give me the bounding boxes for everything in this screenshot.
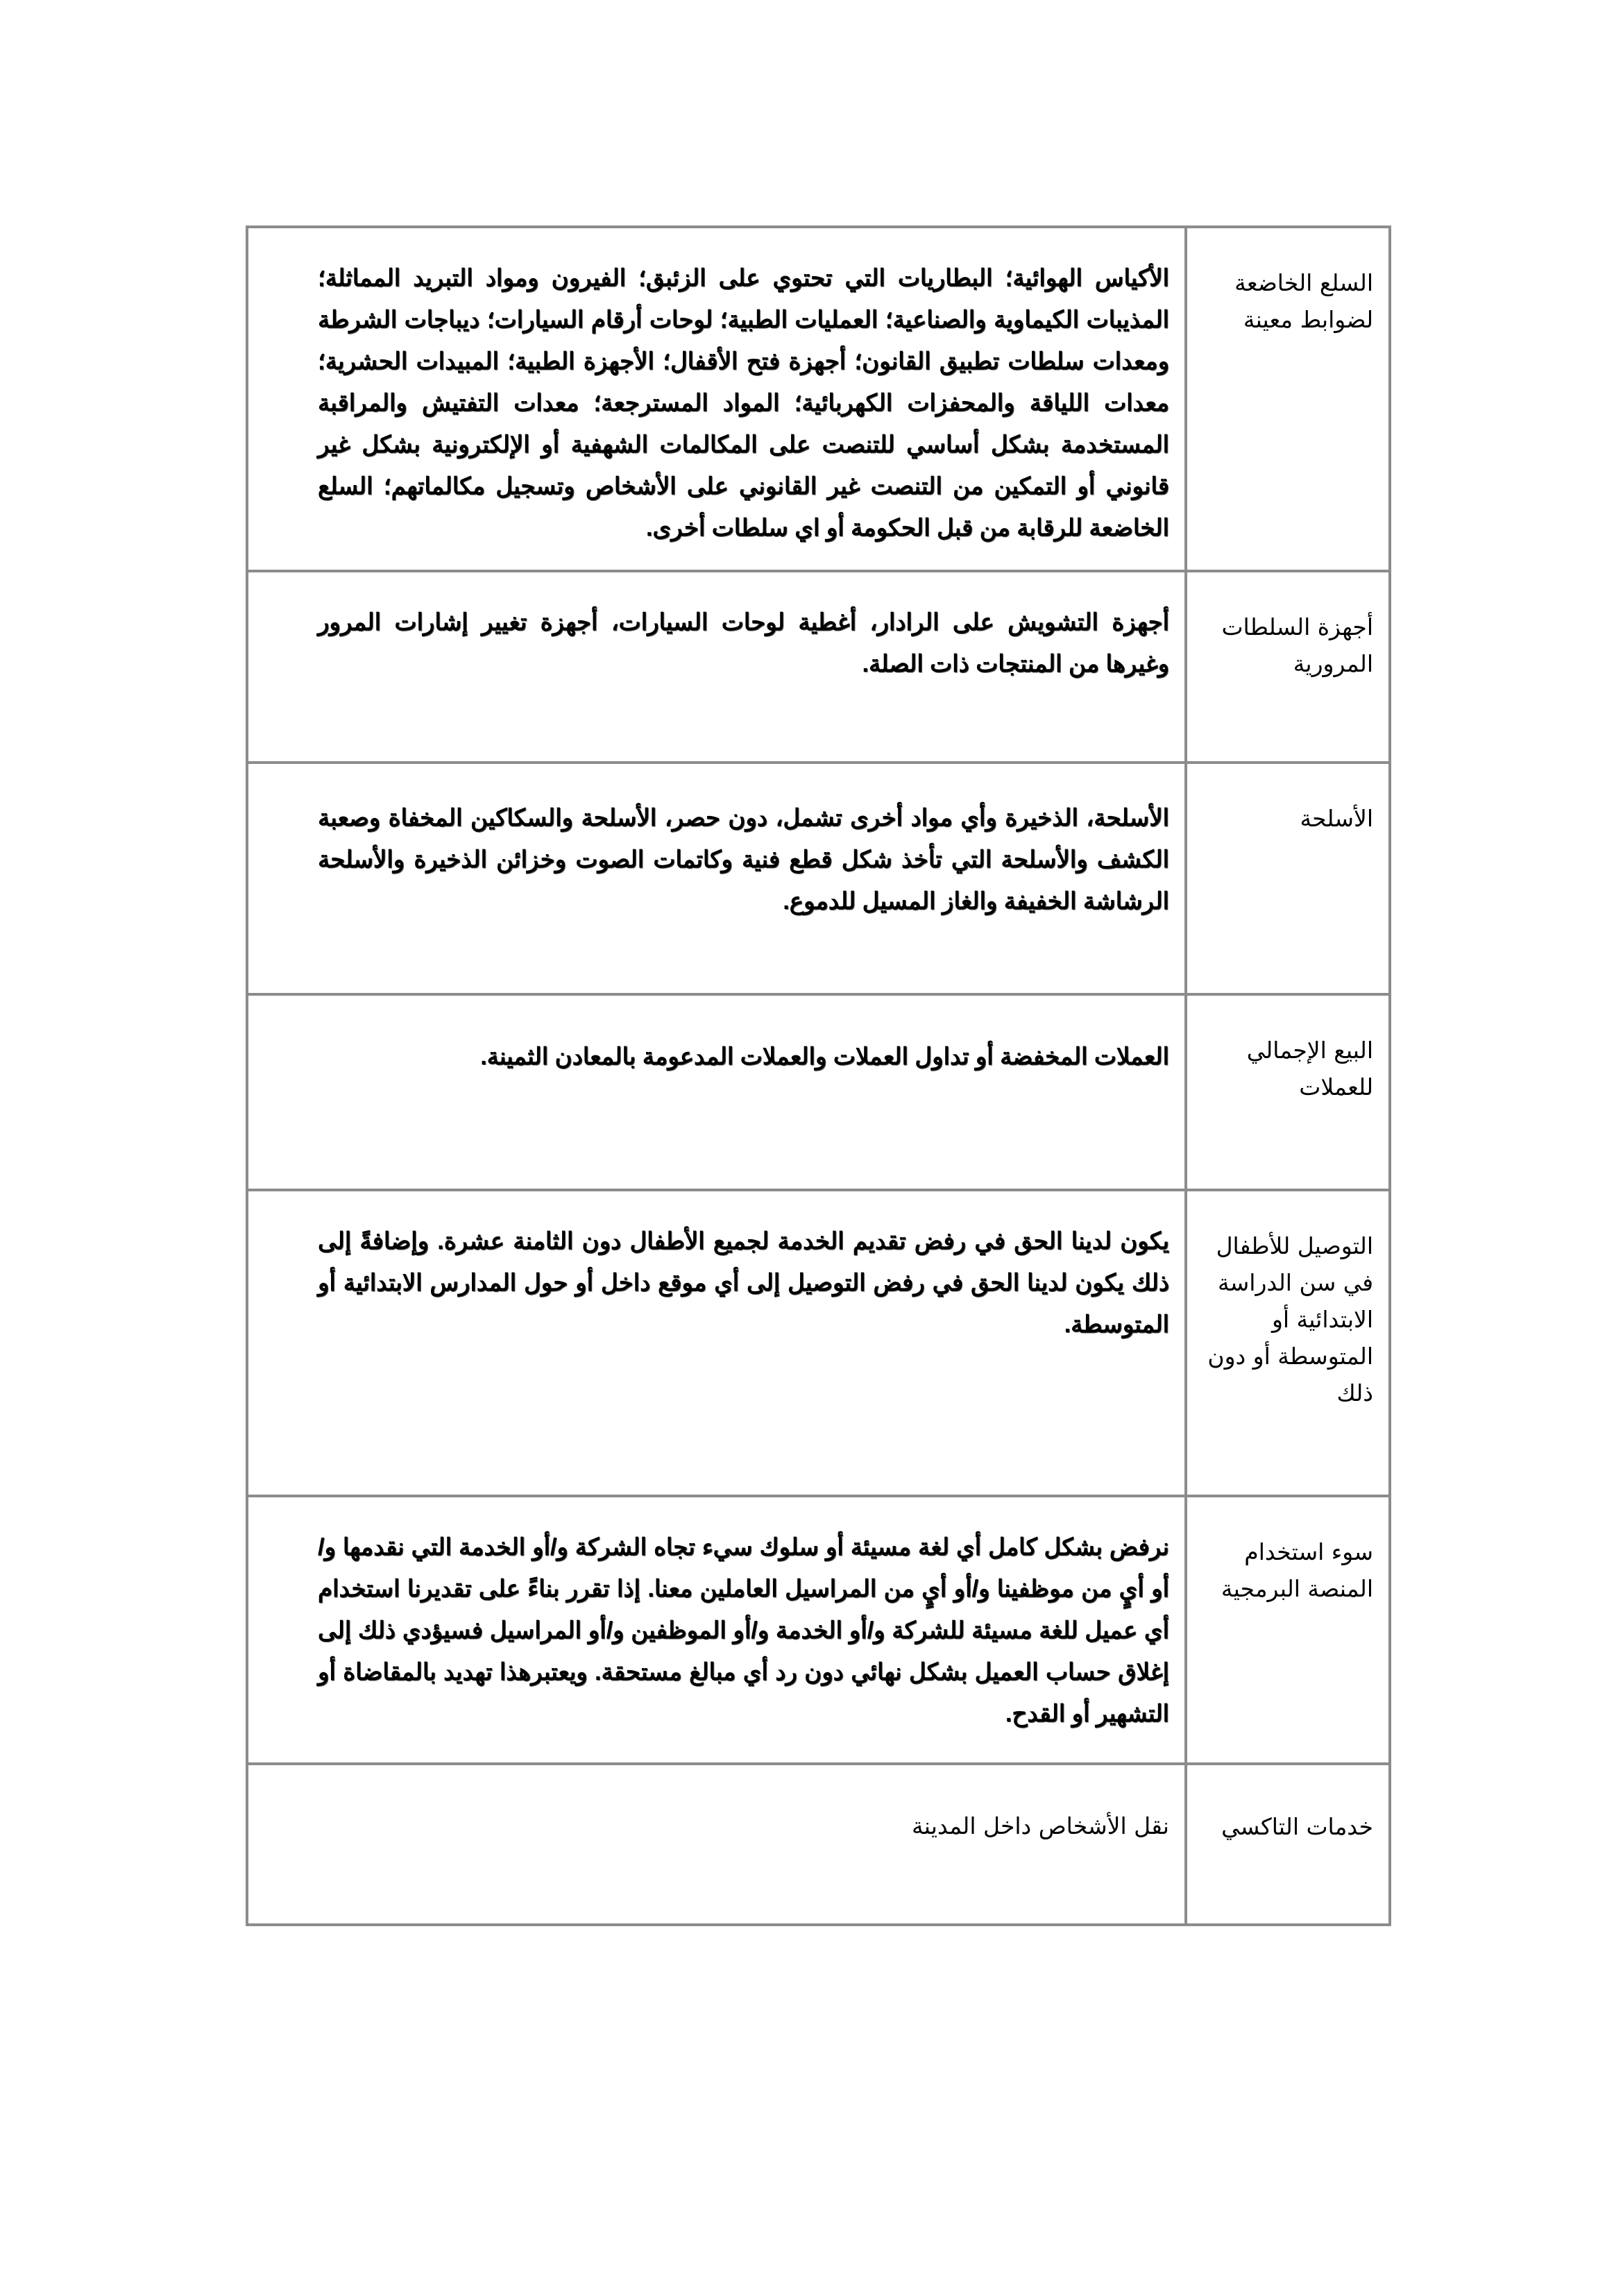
category-cell: أجهزة السلطات المرورية: [1186, 571, 1390, 763]
description-cell: الأسلحة، الذخيرة وأي مواد أخرى تشمل، دون حصر، الأسلحة والسكاكين المخفاة وصعبة الكشف والأسلحة التي تأخذ شكل قطع فنية وكاتمات الصوت وخزائن الذخيرة والأسلحة الرشاشة الخفيفة والغاز المسيل للدموع.: [247, 763, 1186, 994]
description-cell: نرفض بشكل كامل أي لغة مسيئة أو سلوك سيء تجاه الشركة و/أو الخدمة التي نقدمها و/أو أيٍ من موظفينا و/أو أيٍ من المراسيل العاملين معنا. إذا تقرر بناءً على تقديرنا استخدام أي عميل للغة مسيئة للشركة و/أو الخدمة و/أو الموظفين و/أو المراسيل فسيؤدي ذلك إلى إغلاق حساب العميل بشكل نهائي دون رد أي مبالغ مستحقة. ويعتبرهذا تهديد بالمقاضاة أو التشهير أو القدح.: [247, 1496, 1186, 1764]
table-row: [247, 1190, 1390, 1496]
description-cell: أجهزة التشويش على الرادار، أغطية لوحات السيارات، أجهزة تغيير إشارات المرور وغيرها من المنتجات ذات الصلة.: [247, 571, 1186, 763]
description-cell: نقل الأشخاص داخل المدينة: [247, 1764, 1186, 1925]
restricted-items-table: [246, 226, 1391, 1926]
category-cell: البيع الإجمالي للعملات: [1186, 994, 1390, 1190]
table-row: [247, 1496, 1390, 1764]
description-cell: يكون لدينا الحق في رفض تقديم الخدمة لجميع الأطفال دون الثامنة عشرة. وإضافةً إلى ذلك يكون لدينا الحق في رفض التوصيل إلى أي موقع داخل أو حول المدارس الابتدائية أو المتوسطة.: [247, 1190, 1186, 1496]
table-row: [247, 1764, 1390, 1925]
category-cell: خدمات التاكسي: [1186, 1764, 1390, 1925]
table-row: [247, 571, 1390, 763]
description-cell: الأكياس الهوائية؛ البطاريات التي تحتوي على الزئبق؛ الفيرون ومواد التبريد المماثلة؛ المذيبات الكيماوية والصناعية؛ العمليات الطبية؛ لوحات أرقام السيارات؛ ديباجات الشرطة ومعدات سلطات تطبيق القانون؛ أجهزة فتح الأقفال؛ الأجهزة الطبية؛ المبيدات الحشرية؛ معدات اللياقة والمحفزات الكهربائية؛ المواد المسترجعة؛ معدات التفتيش والمراقبة المستخدمة بشكل أساسي للتنصت على المكالمات الشهفية أو الإلكترونية بشكل غير قانوني أو التمكين من التنصت غير القانوني على الأشخاص وتسجيل مكالماتهم؛ السلع الخاضعة للرقابة من قبل الحكومة أو اي سلطات أخرى.: [247, 227, 1186, 571]
table-row: [247, 763, 1390, 994]
category-cell: التوصيل للأطفال في سن الدراسة الابتدائية أو المتوسطة أو دون ذلك: [1186, 1190, 1390, 1496]
table-row: [247, 227, 1390, 571]
category-cell: السلع الخاضعة لضوابط معينة: [1186, 227, 1390, 571]
category-cell: سوء استخدام المنصة البرمجية: [1186, 1496, 1390, 1764]
category-cell: الأسلحة: [1186, 763, 1390, 994]
description-cell: العملات المخفضة أو تداول العملات والعملات المدعومة بالمعادن الثمينة.: [247, 994, 1186, 1190]
table-row: [247, 994, 1390, 1190]
